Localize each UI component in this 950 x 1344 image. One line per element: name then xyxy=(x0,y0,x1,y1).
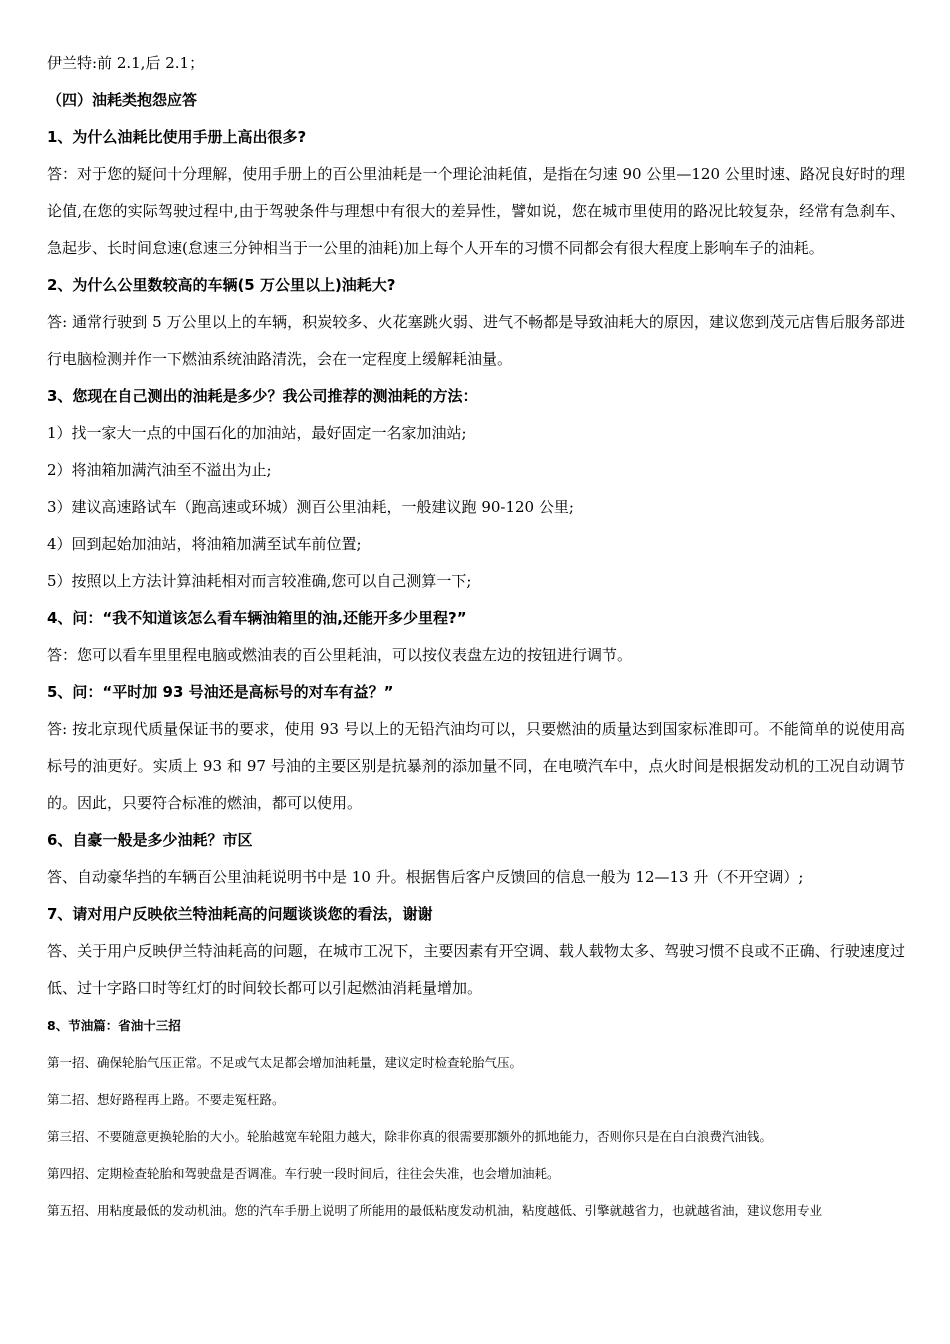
question-3: 3、您现在自己测出的油耗是多少？我公司推荐的测油耗的方法： xyxy=(47,387,478,405)
step-4: 4）回到起始加油站，将油箱加满至试车前位置; xyxy=(47,535,362,553)
question-4: 4、问：“我不知道该怎么看车辆油箱里的油,还能开多少里程?” xyxy=(47,609,467,627)
tip-5: 第五招、用粘度最低的发动机油。您的汽车手册上说明了所能用的最低粘度发动机油，粘度越低、引擎就越省力，也就越省油，建议您用专业 xyxy=(47,1203,823,1218)
tip-3: 第三招、不要随意更换轮胎的大小。轮胎越宽车轮阻力越大，除非你真的很需要那额外的抓地能力，否则你只是在白白浪费汽油钱。 xyxy=(47,1129,773,1144)
question-7: 7、请对用户反映依兰特油耗高的问题谈谈您的看法，谢谢 xyxy=(47,905,433,923)
step-5: 5）按照以上方法计算油耗相对而言较准确,您可以自己测算一下; xyxy=(47,572,472,590)
question-5: 5、问：“平时加 93 号油还是高标号的对车有益？” xyxy=(47,683,394,701)
question-2: 2、为什么公里数较高的车辆(5 万公里以上)油耗大? xyxy=(47,276,396,294)
question-6: 6、自豪一般是多少油耗？市区 xyxy=(47,831,253,849)
step-1: 1）找一家大一点的中国石化的加油站，最好固定一名家加油站; xyxy=(47,424,467,442)
step-2: 2）将油箱加满汽油至不溢出为止; xyxy=(47,461,272,479)
answer-4: 答：您可以看车里里程电脑或燃油表的百公里耗油，可以按仪表盘左边的按钮进行调节。 xyxy=(47,646,633,664)
top-line: 伊兰特:前 2.1,后 2.1； xyxy=(47,54,205,72)
question-1: 1、为什么油耗比使用手册上高出很多? xyxy=(47,128,307,146)
answer-2: 答: 通常行驶到 5 万公里以上的车辆，积炭较多、火花塞跳火弱、进气不畅都是导致油耗大的原因，建议您到茂元店售后服务部进行电脑检测并作一下燃油系统油路清洗，会在一定程度上缓解耗油量。 xyxy=(47,313,905,368)
answer-6: 答、自动豪华挡的车辆百公里油耗说明书中是 10 升。根据售后客户反馈回的信息一般为 12—13 升（不开空调）; xyxy=(47,868,804,886)
answer-7: 答、关于用户反映伊兰特油耗高的问题，在城市工况下，主要因素有开空调、载人载物太多、驾驶习惯不良或不正确、行驶速度过低、过十字路口时等红灯的时间较长都可以引起燃油消耗量增加。 xyxy=(47,942,905,997)
tip-4: 第四招、定期检查轮胎和驾驶盘是否调准。车行驶一段时间后，往往会失准，也会增加油耗。 xyxy=(47,1166,560,1181)
answer-1: 答：对于您的疑问十分理解，使用手册上的百公里油耗是一个理论油耗值，是指在匀速 90 公里—120 公里时速、路况良好时的理论值,在您的实际驾驶过程中,由于驾驶条件与理想中有很大的差异性，譬如说，您在城市里使用的路况比较复杂，经常有急刹车、急起步、长时间怠速(怠速三分钟相当于一公里的油耗)加上每个人开车的习惯不同都会有很大程度上影响车子的油耗。 xyxy=(47,165,905,257)
answer-5: 答: 按北京现代质量保证书的要求，使用 93 号以上的无铅汽油均可以，只要燃油的质量达到国家标准即可。不能简单的说使用高标号的油更好。实质上 93 和 97 号油的主要区别是抗暴剂的添加量不同，在电喷汽车中，点火时间是根据发动机的工况自动调节的。因此，只要符合标准的燃油，都可以使用。 xyxy=(47,720,905,812)
tip-2: 第二招、想好路程再上路。不要走冤枉路。 xyxy=(47,1092,285,1107)
section-title: （四）油耗类抱怨应答 xyxy=(47,91,198,109)
tip-1: 第一招、确保轮胎气压正常。不足或气太足都会增加油耗量，建议定时检查轮胎气压。 xyxy=(47,1055,523,1070)
tips-title: 8、节油篇：省油十三招 xyxy=(47,1018,181,1033)
step-3: 3）建议高速路试车（跑高速或环城）测百公里油耗，一般建议跑 90-120 公里; xyxy=(47,498,574,516)
